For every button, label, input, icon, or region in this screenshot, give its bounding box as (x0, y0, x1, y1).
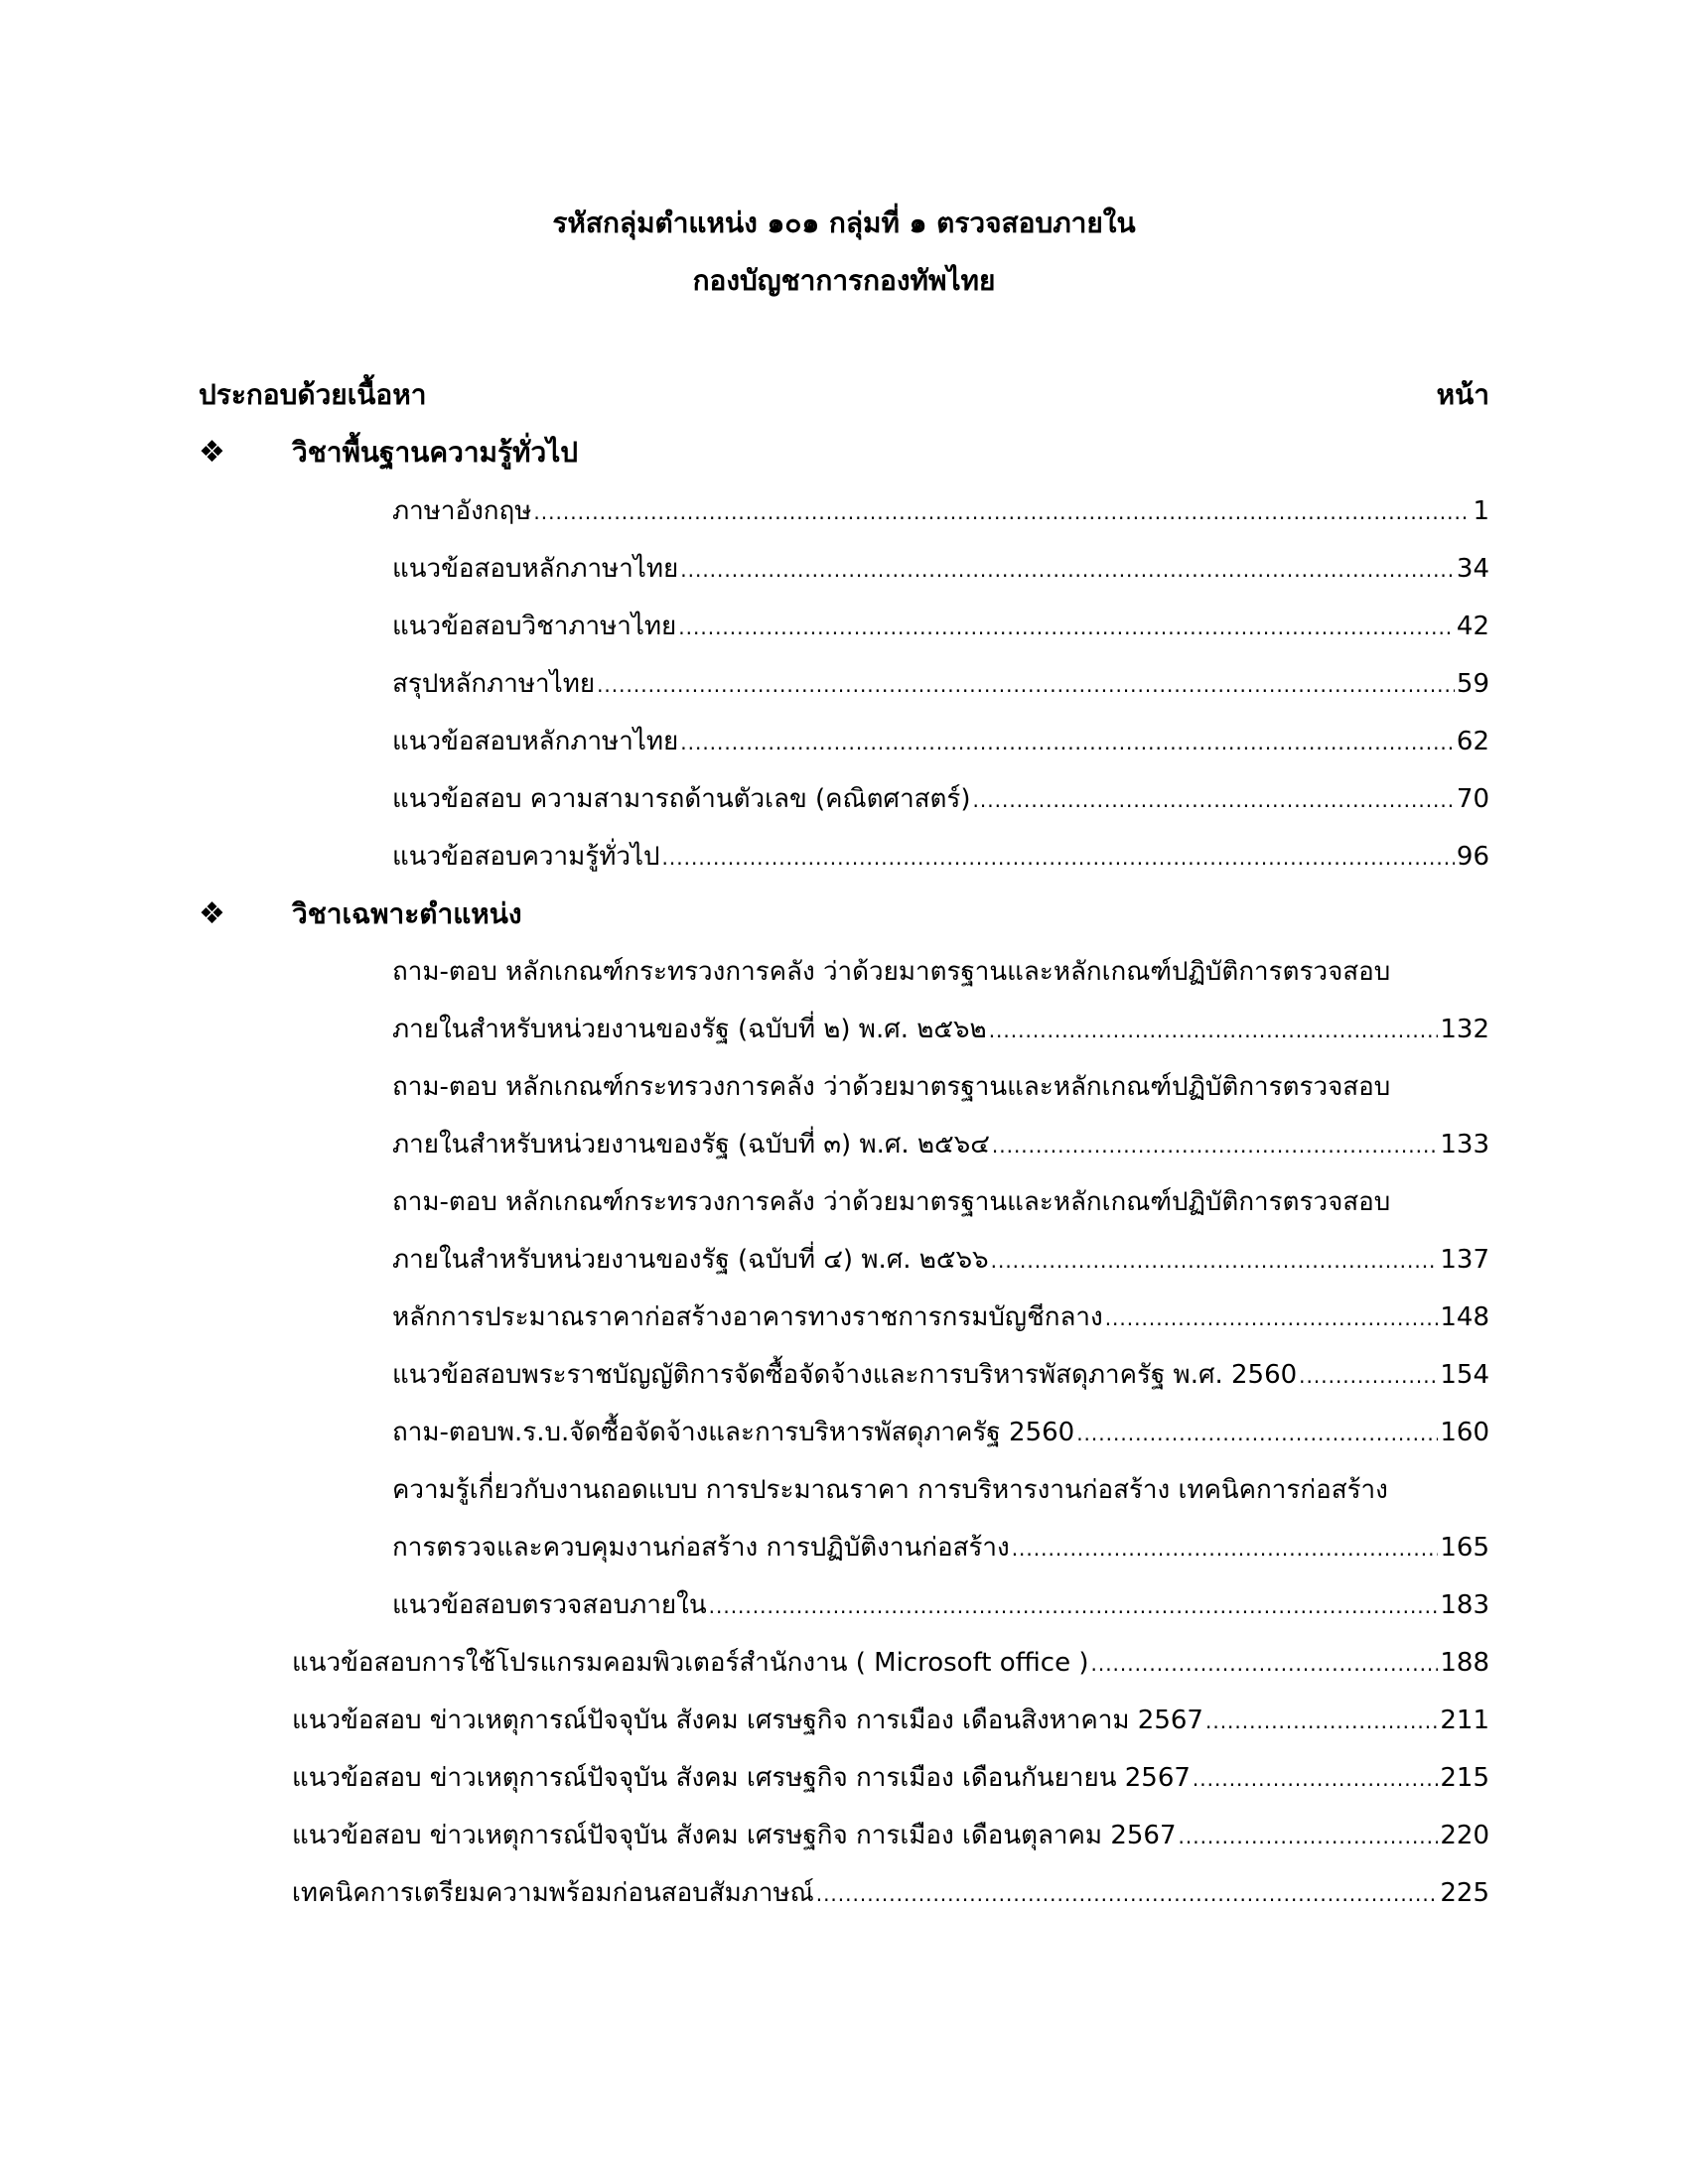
toc-entry[interactable] (392, 1355, 1489, 1396)
toc-entry-page: 188 (1440, 1648, 1489, 1678)
diamond-bullet-icon: ❖ (199, 435, 225, 470)
toc-entry-title: แนวข้อสอบหลักภาษาไทย (392, 727, 679, 756)
toc-entry-page: 62 (1456, 727, 1489, 756)
document-title-line-1: รหัสกลุ่มตำแหน่ง ๑๐๑ กลุ่มที่ ๑ ตรวจสอบภายใน (552, 206, 1136, 239)
dot-leader (1193, 1759, 1438, 1799)
toc-entry-page: 165 (1440, 1533, 1489, 1563)
toc-entry-title: แนวข้อสอบตรวจสอบภายใน (392, 1590, 707, 1620)
toc-entry[interactable] (392, 1010, 1489, 1050)
dot-leader (816, 1874, 1439, 1914)
toc-entry-page: 211 (1440, 1706, 1489, 1735)
toc-entry-title: สรุปหลักภาษาไทย (392, 669, 596, 699)
dot-leader (662, 838, 1455, 878)
toc-entry-title: ภาษาอังกฤษ (392, 496, 532, 526)
toc-entry-title: แนวข้อสอบ ข่าวเหตุการณ์ปัจจุบัน สังคม เศรษฐกิจ การเมือง เดือนสิงหาคาม 2567 (292, 1706, 1203, 1735)
toc-entry-title: ภายในสำหรับหน่วยงานของรัฐ (ฉบับที่ ๓) พ.ศ. ๒๕๖๔ (392, 1130, 990, 1160)
toc-entry[interactable] (292, 1816, 1489, 1856)
toc-entry-title: แนวข้อสอบการใช้โปรแกรมคอมพิวเตอร์สำนักงาน ( Microsoft office ) (292, 1648, 1089, 1678)
section-title: วิชาเฉพาะตำแหน่ง (292, 897, 522, 930)
contents-label: ประกอบด้วยเนื้อหา (199, 378, 427, 411)
toc-entry-first-line: ถาม-ตอบ หลักเกณฑ์กระทรวงการคลัง ว่าด้วยมาตรฐานและหลักเกณฑ์ปฏิบัติการตรวจสอบ (392, 957, 1391, 987)
dot-leader (1105, 1298, 1439, 1338)
toc-entry-title: แนวข้อสอบความรู้ทั่วไป (392, 842, 660, 872)
toc-entry[interactable] (392, 1240, 1489, 1281)
toc-entry-title: ภายในสำหรับหน่วยงานของรัฐ (ฉบับที่ ๒) พ.ศ. ๒๕๖๒ (392, 1015, 987, 1044)
section-title: วิชาพื้นฐานความรู้ทั่วไป (292, 436, 579, 469)
dot-leader (680, 550, 1455, 590)
toc-entry-page: 59 (1456, 669, 1489, 699)
toc-entry[interactable] (292, 1643, 1489, 1684)
toc-entry-title: การตรวจและควบคุมงานก่อสร้าง การปฏิบัติงานก่อสร้าง (392, 1533, 1010, 1563)
toc-entry[interactable] (392, 1297, 1489, 1338)
toc-entry[interactable] (392, 1125, 1489, 1165)
toc-entry-first-line: ความรู้เกี่ยวกับงานถอดแบบ การประมาณราคา การบริหารงานก่อสร้าง เทคนิคการก่อสร้าง (392, 1475, 1388, 1505)
toc-entry-first-line: ถาม-ตอบ หลักเกณฑ์กระทรวงการคลัง ว่าด้วยมาตรฐานและหลักเกณฑ์ปฏิบัติการตรวจสอบ (392, 1072, 1391, 1102)
toc-entry-page: 133 (1440, 1130, 1489, 1160)
document-title-line-2: กองบัญชาการกองทัพไทย (692, 264, 996, 297)
toc-entry-page: 1 (1473, 496, 1489, 526)
toc-entry-page: 183 (1440, 1590, 1489, 1620)
dot-leader (1090, 1644, 1438, 1684)
toc-entry[interactable] (292, 1701, 1489, 1741)
toc-entry[interactable] (392, 607, 1489, 647)
toc-entry-page: 154 (1440, 1360, 1489, 1390)
toc-entry-title: แนวข้อสอบวิชาภาษาไทย (392, 612, 677, 641)
toc-entry[interactable] (392, 1413, 1489, 1453)
dot-leader (597, 665, 1455, 705)
dot-leader (1205, 1702, 1438, 1741)
toc-entry[interactable] (292, 1758, 1489, 1799)
toc-entry-title: แนวข้อสอบ ความสามารถด้านตัวเลข (คณิตศาสตร์) (392, 784, 971, 814)
toc-entry-title: แนวข้อสอบพระราชบัญญัติการจัดซื้อจัดจ้างและการบริหารพัสดุภาครัฐ พ.ศ. 2560 (392, 1360, 1298, 1390)
toc-entry-title: ภายในสำหรับหน่วยงานของรัฐ (ฉบับที่ ๔) พ.ศ. ๒๕๖๖ (392, 1245, 989, 1275)
dot-leader (709, 1586, 1439, 1626)
toc-entry-title: แนวข้อสอบหลักภาษาไทย (392, 554, 679, 584)
dot-leader (989, 1011, 1439, 1050)
dot-leader (992, 1126, 1438, 1165)
toc-entry-page: 96 (1456, 842, 1489, 872)
section-heading-general (199, 433, 1489, 473)
dot-leader (680, 723, 1455, 762)
dot-leader (533, 492, 1471, 532)
page-column-label: หน้า (1436, 378, 1489, 411)
toc-entry-title: หลักการประมาณราคาก่อสร้างอาคารทางราชการกรมบัญชีกลาง (392, 1302, 1103, 1332)
toc-entry[interactable] (292, 1873, 1489, 1914)
toc-entry[interactable] (392, 779, 1489, 820)
toc-entry-page: 220 (1440, 1821, 1489, 1850)
dot-leader (1076, 1414, 1438, 1453)
toc-entry[interactable] (392, 1585, 1489, 1626)
toc-entry[interactable] (392, 664, 1489, 705)
toc-entry-page: 132 (1440, 1015, 1489, 1044)
toc-entry[interactable] (392, 1528, 1489, 1569)
toc-entry[interactable] (392, 549, 1489, 590)
diamond-bullet-icon: ❖ (199, 896, 225, 931)
toc-entry-page: 34 (1456, 554, 1489, 584)
dot-leader (1179, 1817, 1439, 1856)
toc-entry-title: แนวข้อสอบ ข่าวเหตุการณ์ปัจจุบัน สังคม เศรษฐกิจ การเมือง เดือนกันยายน 2567 (292, 1763, 1191, 1793)
dot-leader (1299, 1356, 1438, 1396)
toc-entry[interactable] (392, 491, 1489, 532)
dot-leader (973, 780, 1455, 820)
section-heading-specific (199, 894, 1489, 934)
dot-leader (1012, 1529, 1439, 1569)
toc-entry-page: 215 (1440, 1763, 1489, 1793)
toc-entry-page: 70 (1456, 784, 1489, 814)
toc-entry-title: ถาม-ตอบพ.ร.บ.จัดซื้อจัดจ้างและการบริหารพัสดุภาครัฐ 2560 (392, 1418, 1075, 1447)
dot-leader (678, 608, 1455, 647)
toc-entry-title: แนวข้อสอบ ข่าวเหตุการณ์ปัจจุบัน สังคม เศรษฐกิจ การเมือง เดือนตุลาคม 2567 (292, 1821, 1177, 1850)
toc-entry-page: 42 (1456, 612, 1489, 641)
toc-entry-title: เทคนิคการเตรียมความพร้อมก่อนสอบสัมภาษณ์ (292, 1878, 814, 1908)
toc-entry-page: 160 (1440, 1418, 1489, 1447)
toc-entry-page: 225 (1440, 1878, 1489, 1908)
toc-entry-page: 148 (1440, 1302, 1489, 1332)
toc-entry[interactable] (392, 722, 1489, 762)
toc-entry[interactable] (392, 837, 1489, 878)
toc-entry-first-line: ถาม-ตอบ หลักเกณฑ์กระทรวงการคลัง ว่าด้วยมาตรฐานและหลักเกณฑ์ปฏิบัติการตรวจสอบ (392, 1187, 1391, 1217)
toc-entry-page: 137 (1440, 1245, 1489, 1275)
dot-leader (991, 1241, 1439, 1281)
